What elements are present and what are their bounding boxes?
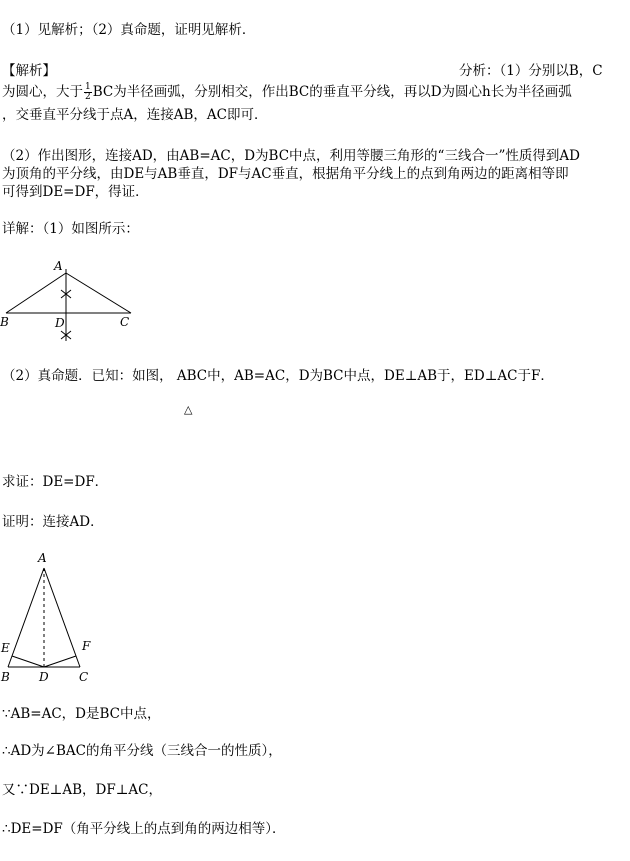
- triangle-symbol: △: [184, 403, 193, 416]
- label-a: A: [54, 259, 63, 273]
- construction-figure: [0, 255, 140, 345]
- label-f: F: [82, 639, 91, 653]
- label-d: D: [39, 670, 49, 684]
- analysis-line2: [2, 82, 572, 102]
- one-half-fraction: $\frac{1}{2}$: [85, 82, 91, 102]
- answer-summary: （1）见解析；（2）真命题，证明见解析．: [2, 22, 256, 38]
- segment-de: [12, 656, 44, 667]
- analysis-part2-line1: （2）作出图形，连接AD，由AB=AC，D为BC中点，利用等腰三角形的“三线合一”性质得到AD: [2, 148, 580, 164]
- analysis-line3: ，交垂直平分线于点A，连接AB，AC即可．: [2, 107, 268, 123]
- analysis-part2-line3: 可得到DE=DF，得证．: [2, 184, 149, 200]
- part2-statement: （2）真命题．已知：如图， ABC中，AB=AC，D为BC中点，DE⊥AB于，ED⊥AC于F．: [2, 368, 554, 384]
- segment-ab: [8, 568, 44, 667]
- label-b: B: [0, 315, 9, 329]
- label-a: A: [38, 551, 47, 565]
- analysis-part2-line2: 为顶角的平分线，由DE与AB垂直，DF与AC垂直，根据角平分线上的点到角两边的距离相等即: [2, 166, 569, 182]
- label-c: C: [79, 670, 89, 684]
- proof-start: 证明：连接AD．: [2, 514, 104, 530]
- label-e: E: [1, 641, 10, 655]
- to-prove: 求证：DE=DF．: [2, 474, 109, 490]
- label-b: B: [1, 670, 10, 684]
- detail-intro: 详解：（1）如图所示：: [2, 221, 139, 237]
- segment-ac: [66, 273, 131, 313]
- analysis-line1: 分析：（1）分别以B，C: [459, 63, 603, 79]
- analysis-heading: 【解析】: [2, 63, 56, 79]
- analysis-line2-part2: BC为半径画弧，分别相交，作出BC的垂直平分线，再以D为圆心h长为半径画弧: [92, 84, 572, 100]
- analysis-line2-part1: 为圆心，大于: [2, 84, 83, 100]
- segment-ab: [6, 273, 66, 313]
- proof-step-3: 又∵DE⊥AB，DF⊥AC，: [2, 782, 163, 798]
- proof-figure: [0, 548, 110, 688]
- proof-step-2: ∴AD为∠BAC的角平分线（三线合一的性质），: [2, 743, 282, 759]
- label-d: D: [55, 316, 65, 330]
- proof-step-1: ∵AB=AC，D是BC中点，: [2, 706, 161, 722]
- proof-step-4: ∴DE=DF（角平分线上的点到角的两边相等）．: [2, 821, 286, 837]
- segment-ac: [44, 568, 80, 667]
- segment-df: [44, 656, 76, 667]
- label-c: C: [120, 315, 130, 329]
